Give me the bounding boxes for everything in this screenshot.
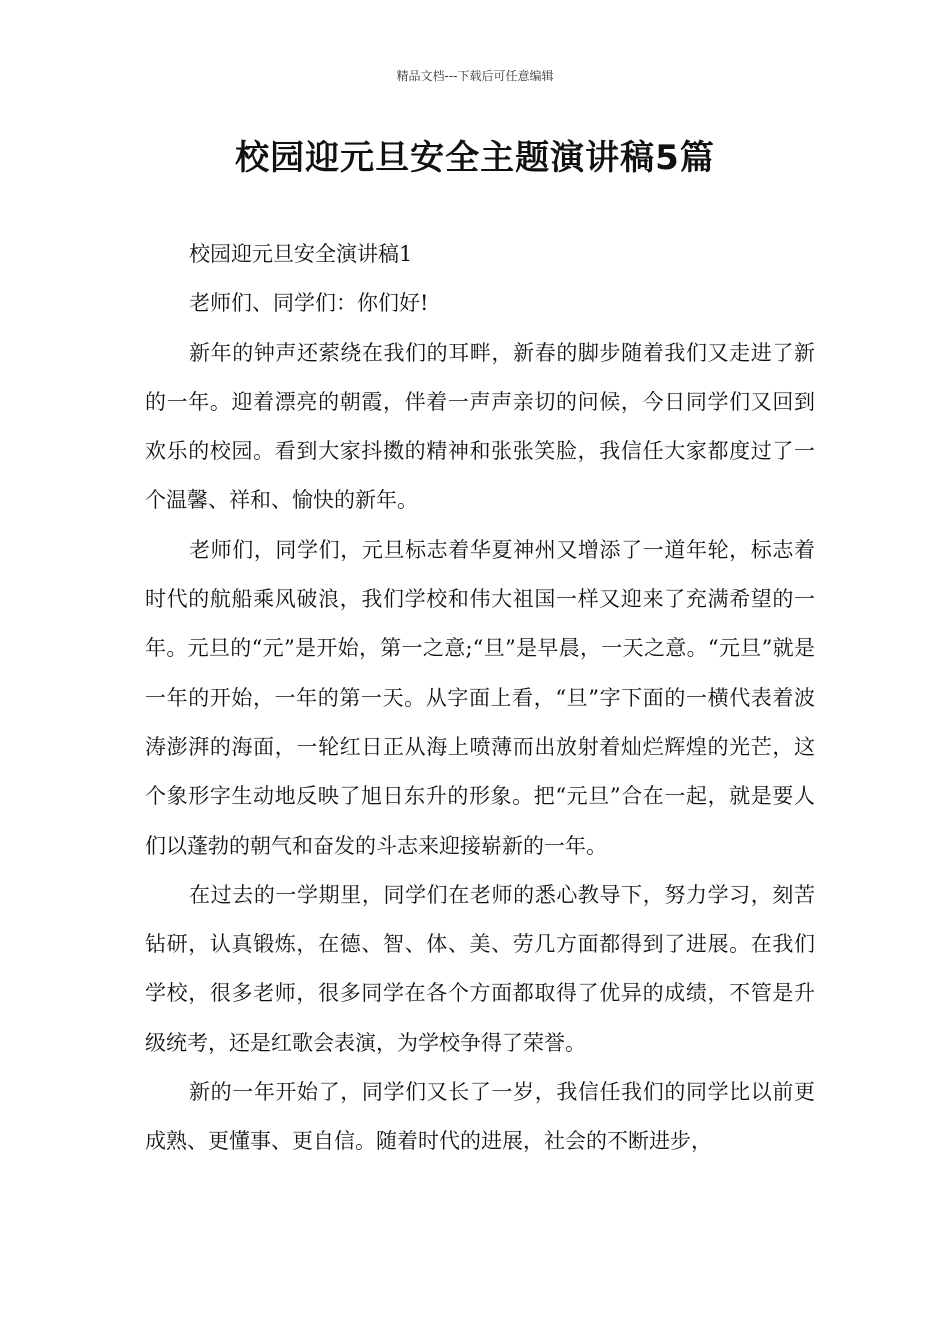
body-paragraph: 在过去的一学期里，同学们在老师的悉心教导下，努力学习，刻苦钻研，认真锻炼，在德、智、体、美、劳几方面都得到了进展。在我们学校，很多老师，很多同学在各个方面都取得了优异的成绩，不管是升级统考，还是红歌会表演，为学校争得了荣誉。 [145, 882, 815, 1055]
greeting-paragraph: 老师们、同学们：你们好! [189, 291, 429, 316]
document-title: 校园迎元旦安全主题演讲稿5篇 [235, 138, 715, 178]
section-heading: 校园迎元旦安全演讲稿1 [189, 242, 413, 266]
header-note: 精品文档---下载后可任意编辑 [396, 69, 554, 83]
body-paragraph: 新年的钟声还萦绕在我们的耳畔，新春的脚步随着我们又走进了新的一年。迎着漂亮的朝霞，伴着一声声亲切的问候，今日同学们又回到欢乐的校园。看到大家抖擞的精神和张张笑脸，我信任大家都度过了一个温馨、祥和、愉快的新年。 [145, 340, 815, 513]
body-paragraph: 新的一年开始了，同学们又长了一岁，我信任我们的同学比以前更成熟、更懂事、更自信。随着时代的进展，社会的不断进步， [145, 1080, 815, 1154]
body-paragraph: 老师们，同学们，元旦标志着华夏神州又增添了一道年轮，标志着时代的航船乘风破浪，我们学校和伟大祖国一样又迎来了充满希望的一年。元旦的“元”是开始，第一之意;“旦”是早晨，一天之意。“元旦”就是一年的开始，一年的第一天。从字面上看，“旦”字下面的一横代表着波涛澎湃的海面，一轮红日正从海上喷薄而出放射着灿烂辉煌的光芒，这个象形字生动地反映了旭日东升的形象。把“元旦”合在一起，就是要人们以蓬勃的朝气和奋发的斗志来迎接崭新的一年。 [145, 537, 815, 858]
document-body [145, 230, 815, 1167]
